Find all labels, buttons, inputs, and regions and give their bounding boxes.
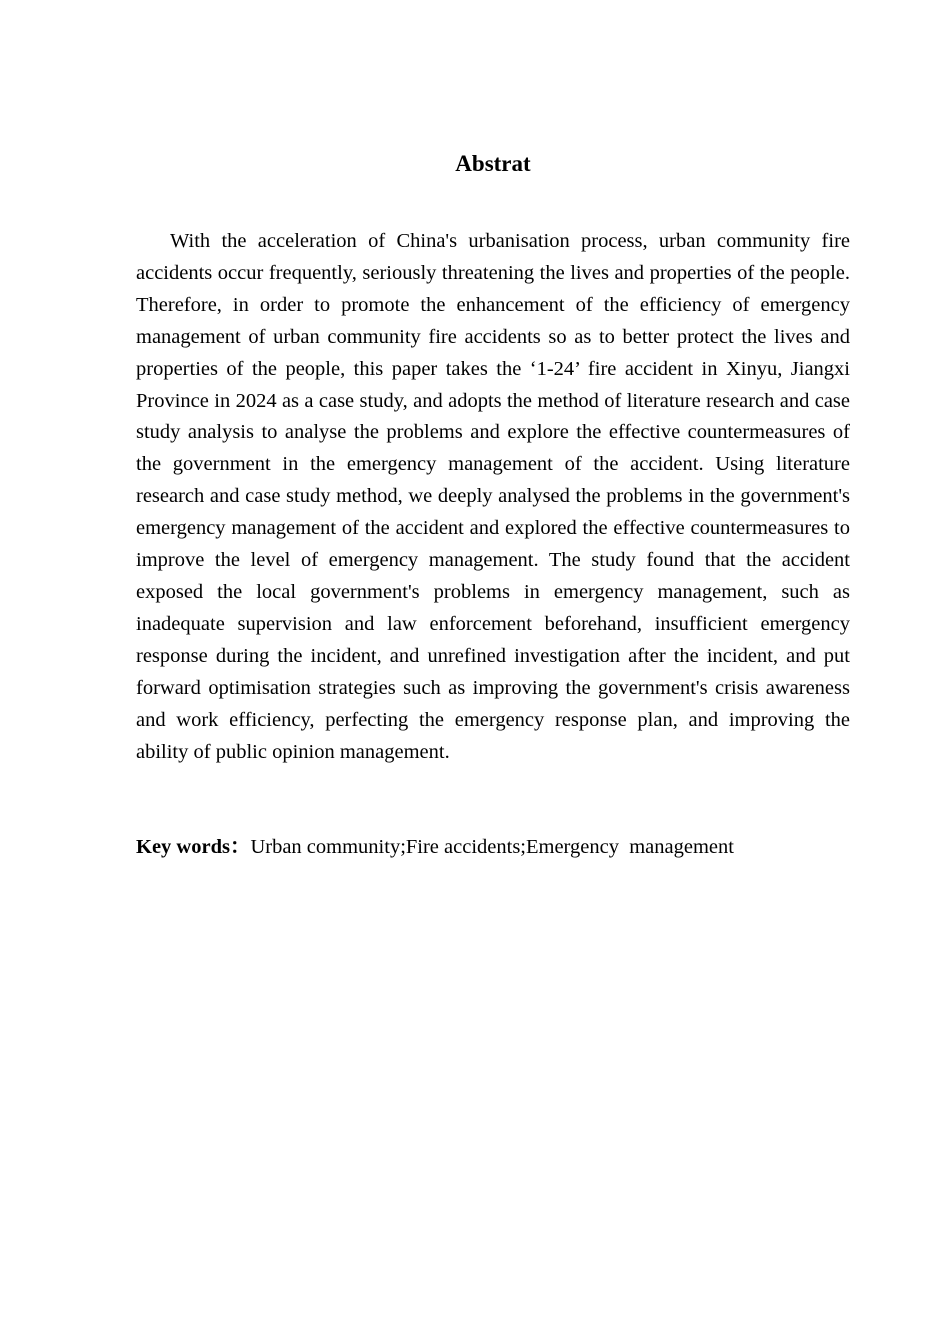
keywords-label: Key words：: [136, 836, 251, 858]
keywords-line: [136, 832, 850, 864]
abstract-title: Abstrat: [455, 151, 531, 176]
abstract-body: With the acceleration of China's urbanisation process, urban community fire accidents occur frequently, seriously threatening the lives and properties of the people. Therefore, in order to promote the enhancement of the efficiency of emergency management of urban community fire accidents so as to better protect the lives and properties of the people, this paper takes the ‘1-24’ fire accident in Xinyu, Jiangxi Province in 2024 as a case study, and adopts the method of literature research and case study analysis to analyse the problems and explore the effective countermeasures of the government in the emergency management of the accident. Using literature research and case study method, we deeply analysed the problems in the government's emergency management of the accident and explored the effective countermeasures to improve the level of emergency management. The study found that the accident exposed the local government's problems in emergency management, such as inadequate supervision and law enforcement beforehand, insufficient emergency response during the incident, and unrefined investigation after the incident, and put forward optimisation strategies such as improving the government's crisis awareness and work efficiency, perfecting the emergency response plan, and improving the ability of public opinion management.: [136, 230, 850, 763]
keywords-text: Urban community;Fire accidents;Emergency management: [250, 836, 734, 858]
